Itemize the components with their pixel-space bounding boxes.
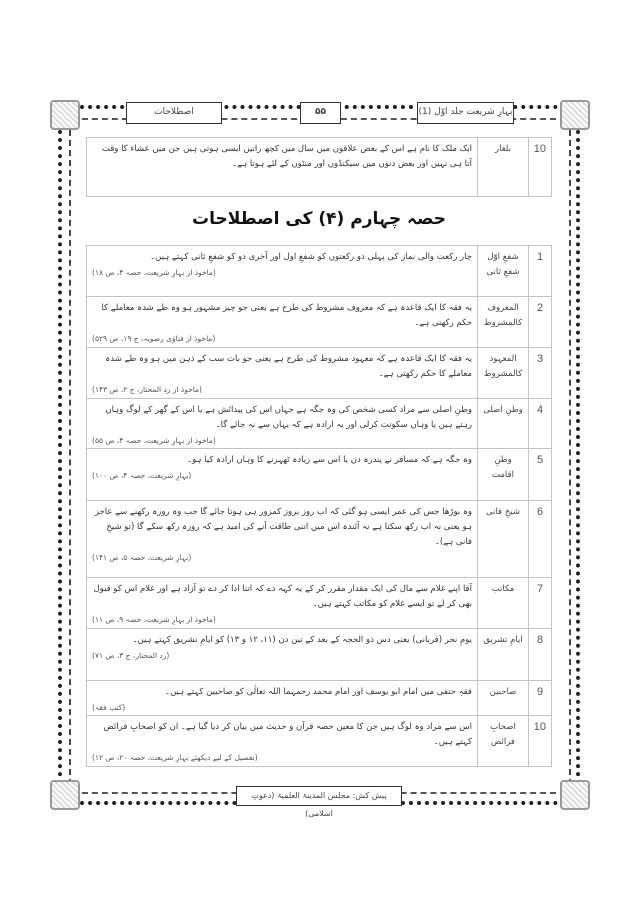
section-label-box: اصطلاحات [126,102,222,124]
page-number-box: ۵۵ [300,102,341,124]
reference-citation: (ماخوذ از بہارِ شریعت، حصہ ۴، ص ۱۸) [92,268,216,277]
table-row [87,348,552,399]
term-cell: المعروف کالمشروط [478,297,529,348]
previous-terms-table [86,137,552,197]
frame-right-dash [569,130,571,785]
row-number: 7 [529,578,552,629]
reference-citation: (ماخوذ از بہارِ شریعت، حصہ ۹، ص ۱۱) [92,615,216,624]
definition-text: ایک ملک کا نام ہے اس کے بعض علاقوں میں سال میں کچھ راتیں ایسی ہوتی ہیں جن میں عشاء کا وقت آتا ہی نہیں اور بعض دنوں میں سیکنڈوں اور منٹوں کے لئے ہوتا ہے۔ [101,144,472,169]
reference-citation: (رد المحتار، ج ۳، ص ۷۱) [92,651,170,660]
term-cell: مکاتب [478,578,529,629]
term-cell: المعہود کالمشروط [478,348,529,399]
table-row [87,681,552,716]
definition-cell [87,716,478,767]
reference-citation: (کتب فقہ) [92,703,126,712]
table-row [87,629,552,681]
frame-left-dash [69,130,71,785]
term-cell: بلغار [478,138,529,197]
term-cell: وطنِ اقامت [478,449,529,501]
corner-ornament-icon [560,780,590,810]
definition-text: چار رکعت والی نماز کی پہلی دو رکعتوں کو شفعِ اول اور آخری دو کو شفعِ ثانی کہتے ہیں۔ [150,252,472,262]
definition-cell [87,246,478,297]
reference-citation: (تفصیل کے لیے دیکھئے بہارِ شریعت، حصہ ۲۰، ص ۱۲) [92,753,258,762]
definition-text: وہ بوڑھا جس کی عمر ایسی ہو گئی کہ اب روز بروز کمزور ہی ہوتا جائے گا جب وہ روزہ رکھنے سے عاجز ہو یعنی نہ اب رکھ سکتا ہے نہ آئندہ اس میں اتنی طاقت آنے کی امید ہے کہ روزہ رکھ سکے گا (تو شیخِ فانی ہے)۔ [94,507,472,547]
definition-text: یہ فقہ کا ایک قاعدہ ہے کہ معہود مشروط کی طرح ہے یعنی جو بات سب کے ذہن میں ہو وہ طے شدہ معاملے کا حکم رکھتی ہے۔ [105,354,472,379]
row-number: 2 [529,297,552,348]
frame-left-dots [58,130,62,785]
table-row [87,501,552,578]
corner-ornament-icon [50,100,80,130]
definition-cell [87,297,478,348]
row-number: 6 [529,501,552,578]
table-row [87,297,552,348]
reference-citation: (بہارِ شریعت، حصہ ۵، ص ۱۴۱) [92,553,192,562]
definition-cell [87,501,478,578]
reference-citation: (ماخوذ از فتاوٰی رضویہ، ج ۱۹، ص ۵۲۹) [92,334,216,343]
term-cell: اصحابِ فرائض [478,716,529,767]
book-title-box: بہارِ شریعت جلد اوّل (1) [417,102,514,124]
table-row [87,716,552,767]
definition-text: فقہِ حنفی میں امام ابو یوسف اور امام محمد رحمہما اللہ تعالٰی کو صاحبین کہتے ہیں۔ [165,687,472,697]
definition-cell [87,629,478,681]
definition-cell [87,138,478,197]
table-row [87,246,552,297]
term-cell: شیخِ فانی [478,501,529,578]
definition-text: وطنِ اصلی سے مراد کسی شخص کی وہ جگہ ہے جہاں اس کی پیدائش ہے یا اس کے گھر کے لوگ وہاں رہتے ہیں یا وہاں سکونت کرلی اور یہ ارادہ ہے کہ یہاں سے نہ جائے گا۔ [105,405,472,430]
corner-ornament-icon [560,100,590,130]
definition-text: یہ فقہ کا ایک قاعدہ ہے کہ معروف مشروط کی طرح ہے یعنی جو چیز مشہور ہو وہ طے شدہ معاملے کا حکم رکھتی ہے۔ [101,303,472,328]
term-cell: ایامِ تشریق [478,629,529,681]
table-row [87,399,552,449]
row-number: 8 [529,629,552,681]
definition-text: وہ جگہ ہے کہ مسافر نے پندرہ دن یا اس سے زیادہ ٹھہرنے کا وہاں ارادہ کیا ہو۔ [187,455,472,465]
definition-cell [87,578,478,629]
table-row [87,578,552,629]
definition-cell [87,399,478,449]
publisher-footer-box: پیش کش: مجلس المدینۃ العلمیۃ (دعوتِ اسلامی) [236,786,402,806]
definition-cell [87,348,478,399]
table-row [87,138,552,197]
definition-text: اس سے مراد وہ لوگ ہیں جن کا معین حصہ قرآن و حدیث میں بیان کر دیا گیا ہے۔ ان کو اصحابِ فرائض کہتے ہیں۔ [103,722,472,747]
row-number: 9 [529,681,552,716]
reference-citation: (ماخوذ از بہارِ شریعت، حصہ ۴، ص ۵۵) [92,436,216,445]
row-number: 5 [529,449,552,501]
row-number: 1 [529,246,552,297]
definition-cell [87,681,478,716]
reference-citation: (ماخوذ از رد المحتار، ج ۲، ص ۱۴۳) [92,385,202,394]
row-number: 10 [529,716,552,767]
terms-table [86,245,552,767]
reference-citation: (بہارِ شریعت، حصہ ۴، ص ۱۰۰) [92,471,192,480]
term-cell: شفعِ اوّل شفعِ ثانی [478,246,529,297]
definition-text: یومِ نحر (قربانی) یعنی دس ذو الحجہ کے بعد کے تین دن (۱۱، ۱۲ و ۱۳) کو ایامِ تشریق کہتے ہیں۔ [132,635,472,645]
term-cell: صاحبین [478,681,529,716]
frame-right-dots [576,130,580,785]
definition-cell [87,449,478,501]
corner-ornament-icon [50,780,80,810]
section-title: حصہ چہارم (۴) کی اصطلاحات [192,209,446,229]
definition-text: آقا اپنے غلام سے مال کی ایک مقدار مقرر کر کے یہ کہہ دے کہ اتنا ادا کر دے تو آزاد ہے اور غلام اس کو قبول بھی کر لے تو ایسے غلام کو مکاتب کہتے ہیں۔ [93,584,472,609]
row-number: 10 [529,138,552,197]
table-row [87,449,552,501]
term-cell: وطنِ اصلی [478,399,529,449]
row-number: 3 [529,348,552,399]
row-number: 4 [529,399,552,449]
